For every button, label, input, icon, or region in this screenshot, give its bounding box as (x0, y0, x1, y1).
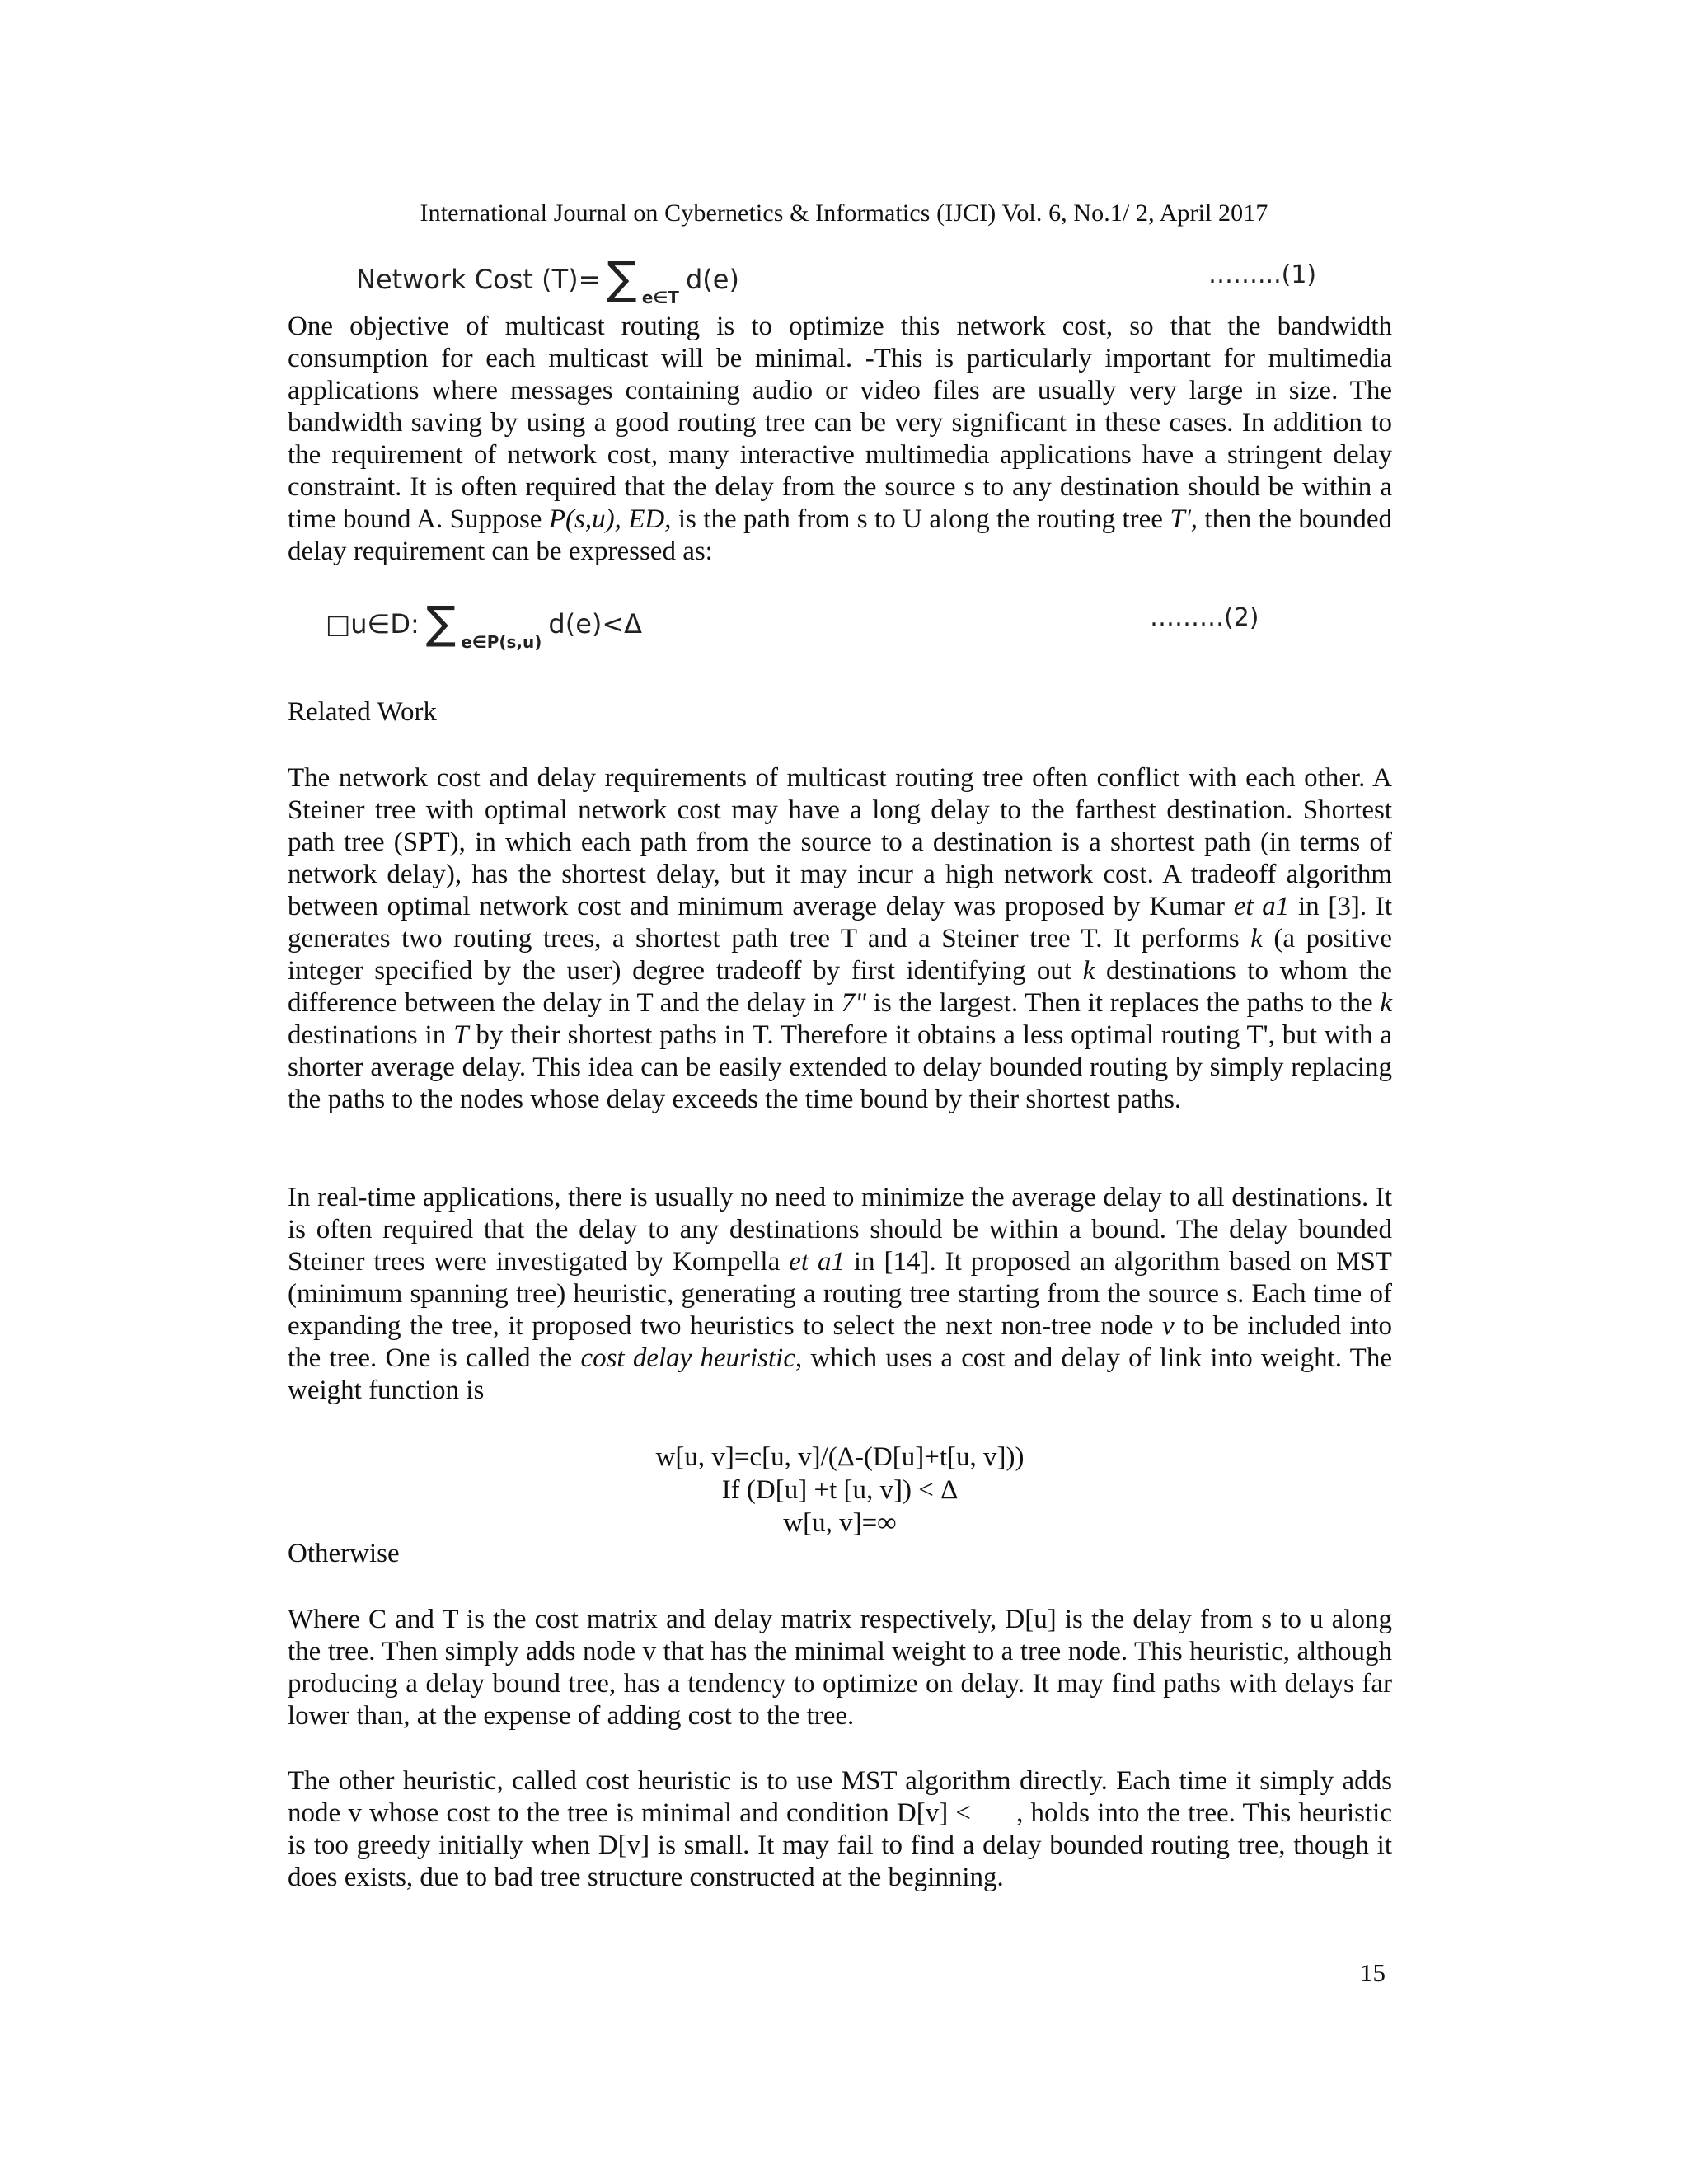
para1-italic-path: P(s,u), ED, (548, 504, 672, 534)
para5-text: The other heuristic, called cost heuristic is to use MST algorithm directly. Each time it simply adds node v whose cost to the tree is minimal and condition D[v] < , holds into the tree. This heuristic is too greedy initially when D[v] is small. It may fail to find a delay bounded routing tree, though it does exists, due to bad tree structure constructed at the beginning. (288, 1766, 1400, 1892)
equation-1-number: ……...(1) (1208, 260, 1317, 289)
eq1-sum-symbol: ∑ (607, 252, 637, 304)
para2-text: destinations to whom the difference between the delay in T and the delay in (288, 956, 1393, 1018)
para2-text: in [3]. It generates two routing trees, a shortest path tree T and a Steiner tree T. It performs (288, 892, 1392, 954)
para2-italic: T (453, 1020, 469, 1050)
paragraph-4 (288, 1604, 1392, 1732)
eq1-rhs: d(e) (685, 264, 739, 295)
formula-line-3: w[u, v]=∞ (783, 1508, 897, 1538)
equation-2-number: ………(2) (1150, 603, 1259, 632)
para4-text: Where C and T is the cost matrix and delay matrix respectively, D[u] is the delay from s to u along the tree. Then simply adds node v that has the minimal weight to a tree node. This heuristic, although producing a delay bound tree, has a tendency to optimize on delay. It may find paths with delays far lower than, at the expense of adding cost to the tree. (288, 1605, 1392, 1731)
section-heading-related-work: Related Work (288, 697, 437, 727)
page-number: 15 (1360, 1958, 1386, 1987)
eq1-lhs: Network Cost (T)= (356, 264, 601, 295)
para2-text: destinations in (288, 1020, 454, 1050)
weight-function-formula (288, 1441, 1392, 1540)
para2-italic: et a1 (1233, 892, 1290, 921)
para3-text: in [14]. It proposed an algorithm based on MST (minimum spanning tree) heuristic, generating a routing tree starting from the source s. Each time of expanding the tree, it proposed two heuristics to select the next non-tree node (288, 1247, 1392, 1341)
para3-italic: v (1162, 1311, 1175, 1341)
paragraph-2 (288, 762, 1392, 1116)
eq2-subscript: e∈P(s,u) (461, 632, 542, 652)
eq2-rhs: d(e)<Δ (548, 608, 643, 640)
paragraph-1 (288, 311, 1392, 568)
para3-text: , which uses a cost and delay of link into weight. The weight function is (288, 1343, 1392, 1405)
paragraph-3 (288, 1182, 1392, 1407)
eq2-sum-symbol: ∑ (425, 597, 457, 649)
para3-italic: et a1 (789, 1247, 845, 1277)
journal-header: International Journal on Cybernetics & Informatics (IJCI) Vol. 6, No.1/ 2, April 2017 (420, 199, 1268, 227)
para3-text: to be included into the tree. One is called the (288, 1311, 1392, 1373)
para2-text: The network cost and delay requirements of multicast routing tree often conflict with each other. A Steiner tree with optimal network cost may have a long delay to the farthest destination. Shortest path tree (SPT), in which each path from the source to a destination is a shortest path (in terms of network delay), has the shortest delay, but it may incur a high network cost. A tradeoff algorithm between optimal network cost and minimum average delay was proposed by Kumar (288, 763, 1392, 921)
para1-text-a: One objective of multicast routing is to optimize this network cost, so that the bandwidth consumption for each multicast will be minimal. -This is particularly important for multimedia applications where messages containing audio or video files are usually very large in size. The bandwidth saving by using a good routing tree can be very significant in these cases. In addition to the requirement of network cost, many interactive multimedia applications have a stringent delay constraint. It is often required that the delay from the source s to any destination should be within a time bound A. Suppose (288, 312, 1392, 534)
para1-italic-tree: T', (1170, 504, 1198, 534)
equation-1 (356, 252, 739, 307)
eq1-subscript: e∈T (641, 288, 679, 307)
para3-text: In real-time applications, there is usually no need to minimize the average delay to all destinations. It is often required that the delay to any destinations should be within a bound. The delay bounded Steiner trees were investigated by Kompella (288, 1183, 1392, 1277)
para2-italic: k (1380, 988, 1392, 1018)
formula-line-2: If (D[u] +t [u, v]) < Δ (721, 1475, 959, 1505)
para2-text: is the largest. Then it replaces the paths to the (866, 988, 1381, 1018)
para2-text: (a positive integer specified by the user) degree tradeoff by first identifying out (288, 924, 1393, 986)
para3-italic: cost delay heuristic (580, 1343, 795, 1373)
otherwise-label: Otherwise (288, 1539, 400, 1568)
eq2-lhs: □u∈D: (326, 608, 420, 640)
para2-italic: 7" (841, 988, 867, 1018)
para1-text-c: is the path from s to U along the routing tree (671, 504, 1170, 534)
formula-line-1: w[u, v]=c[u, v]/(Δ-(D[u]+t[u, v])) (655, 1442, 1025, 1472)
paragraph-5 (288, 1765, 1400, 1894)
para1-text-e: then the bounded delay requirement can be expressed as: (288, 504, 1392, 566)
para2-text: by their shortest paths in T. Therefore it obtains a less optimal routing T', but with a shorter average delay. This idea can be easily extended to delay bounded routing by simply replacing the paths to the nodes whose delay exceeds the time bound by their shortest paths. (288, 1020, 1392, 1114)
para2-italic: k (1250, 924, 1263, 954)
equation-2 (326, 597, 642, 652)
para2-italic: k (1082, 956, 1095, 986)
